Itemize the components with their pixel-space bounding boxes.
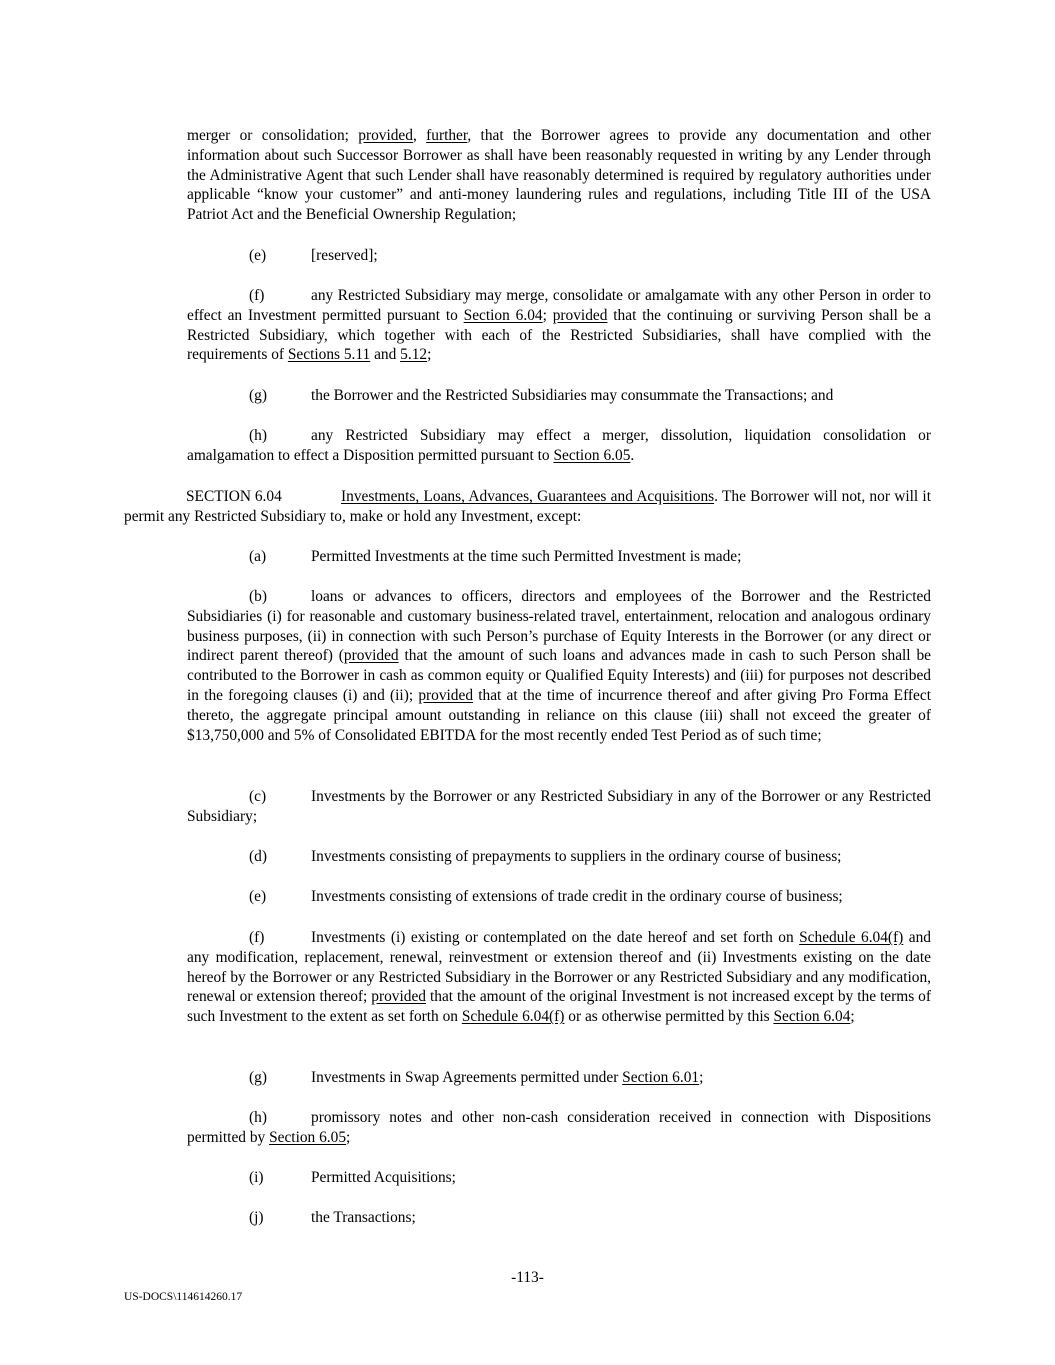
clause-text: ;	[542, 306, 553, 324]
text: , that the Borrower agrees to provide any documentation and other information about such Successor Borrower as shall have been reasonably requested in writing by any Lender through the Administrative Agent that such Lender shall have reasonably determined is required by regulatory authorities under applicable “know your customer” and anti-money laundering rules and regulations, including Title III of the USA Patriot Act and the Beneficial Ownership Regulation;	[187, 127, 931, 224]
page-number: -113-	[511, 1269, 544, 1286]
clause-text: that the amount of the original Investment is not increased except by the terms of such Investment to the extent as set forth on	[187, 988, 931, 1026]
clause-text: any Restricted Subsidiary may merge, consolidate or amalgamate with any other Person in order to effect an Investment permitted pursuant to	[187, 287, 931, 324]
clause-text: and any modification, replacement, renewal, reinvestment or extension thereof and (ii) Investments existing on the date hereof by the Borrower or any Restricted Subsidiary in the Borrower or any Restricted Subsidiary and any modification, renewal or extension thereof;	[187, 929, 931, 1006]
clause-label: (g)	[249, 1069, 267, 1086]
clause-6-03-e	[187, 246, 931, 266]
clause-text: ;	[699, 1069, 704, 1086]
clause-6-04-g	[187, 1068, 931, 1088]
defined-term: further	[426, 127, 468, 144]
clause-text: the Transactions;	[311, 1209, 416, 1226]
section-title: Investments, Loans, Advances, Guarantees and Acquisitions	[341, 488, 715, 505]
clause-text: [reserved];	[311, 247, 378, 264]
clause-label: (g)	[249, 387, 267, 404]
clause-text: ;	[346, 1128, 351, 1146]
clause-text: Investments consisting of extensions of trade credit in the ordinary course of business;	[311, 888, 843, 905]
clause-text: loans or advances to officers, directors and employees of the Borrower and the Restricted Subsidiaries (i) for reasonable and customary business-related travel, entertainment, relocation and analogous ordinary business purposes, (ii) in connection with such Person’s purchase of Equity Interests in the Borrower (or any direct or indirect parent thereof) (	[187, 588, 931, 665]
clause-label: (h)	[249, 427, 267, 444]
section-number: SECTION 6.04	[186, 488, 282, 505]
clause-text: that the amount of such loans and advances made in cash to such Person shall be contributed to the Borrower in cash as common equity or Qualified Equity Interests) and (iii) for purposes not described in the foregoing clauses (i) and (ii);	[187, 647, 931, 704]
clause-label: (a)	[249, 548, 267, 565]
clause-6-03-f	[187, 286, 931, 365]
clause-label: (b)	[249, 588, 267, 605]
defined-term: provided	[552, 306, 608, 324]
cross-reference: 5.12	[400, 346, 428, 364]
cross-reference: Section 6.05	[553, 446, 631, 464]
clause-6-03-h	[187, 426, 931, 466]
cross-reference: Section 6.05	[269, 1128, 347, 1146]
clause-text: ;	[427, 346, 432, 364]
clause-label: (e)	[249, 247, 267, 264]
clause-6-04-e	[187, 887, 931, 907]
cross-reference: Sections 5.11	[287, 346, 371, 364]
clause-text: Permitted Investments at the time such Permitted Investment is made;	[311, 548, 742, 565]
clause-text: Permitted Acquisitions;	[311, 1169, 456, 1186]
clause-text: Investments by the Borrower or any Restricted Subsidiary in any of the Borrower or any Restricted Subsidiary;	[187, 788, 931, 825]
clause-text: ;	[850, 1008, 855, 1026]
clause-text: .	[630, 446, 635, 464]
clause-text: promissory notes and other non-cash consideration received in connection with Dispositions permitted by	[187, 1109, 931, 1146]
clause-label: (f)	[249, 287, 265, 304]
text: merger or consolidation;	[187, 127, 359, 144]
clause-label: (h)	[249, 1109, 267, 1126]
cross-reference: Section 6.04	[463, 306, 543, 324]
clause-6-03-g	[187, 386, 931, 406]
defined-term: provided	[371, 988, 426, 1006]
defined-term: provided	[343, 647, 399, 665]
defined-term: provided	[358, 127, 413, 144]
clause-text: Investments consisting of prepayments to suppliers in the ordinary course of business;	[311, 848, 842, 865]
clause-text: the Borrower and the Restricted Subsidiaries may consummate the Transactions; and	[311, 387, 834, 404]
cross-reference: Section 6.01	[622, 1069, 700, 1086]
clause-label: (f)	[249, 929, 265, 946]
cross-reference: Schedule 6.04(f)	[799, 929, 904, 946]
text: ,	[412, 127, 427, 144]
clause-label: (j)	[249, 1209, 264, 1226]
clause-text: or as otherwise permitted by this	[564, 1008, 774, 1026]
clause-label: (c)	[249, 788, 267, 805]
clause-text: any Restricted Subsidiary may effect a merger, dissolution, liquidation consolidation or amalgamation to effect a Disposition permitted pursuant to	[187, 427, 931, 464]
section-6-04-heading	[124, 487, 931, 527]
clause-text: that the continuing or surviving Person shall be a Restricted Subsidiary, which together with each of the Restricted Subsidiaries, shall have complied with the requirements of	[187, 306, 931, 364]
clause-6-04-c	[187, 787, 931, 827]
clause-label: (i)	[249, 1169, 264, 1186]
defined-term: provided	[418, 686, 474, 704]
cross-reference: Section 6.04	[773, 1008, 851, 1026]
document-id: US-DOCS\114614260.17	[124, 1291, 243, 1303]
cross-reference: Schedule 6.04(f)	[461, 1008, 565, 1026]
clause-text: that at the time of incurrence thereof and after giving Pro Forma Effect thereto, the aggregate principal amount outstanding in reliance on this clause (iii) shall not exceed the greater of $13,750,000 and 5% of Consolidated EBITDA for the most recently ended Test Period as of such time;	[187, 686, 931, 744]
paragraph-continuation	[187, 126, 931, 225]
clause-text: Investments (i) existing or contemplated on the date hereof and set forth on	[311, 929, 800, 946]
clause-6-04-d	[187, 847, 931, 867]
clause-6-04-f	[187, 928, 931, 1027]
clause-text: and	[370, 346, 401, 364]
clause-6-04-b	[187, 587, 931, 745]
clause-text: Investments in Swap Agreements permitted under	[311, 1069, 623, 1086]
section-intro: . The Borrower will not, nor will it permit any Restricted Subsidiary to, make or hold any Investment, except:	[124, 488, 931, 525]
clause-6-04-h	[187, 1108, 931, 1148]
clause-label: (d)	[249, 848, 267, 865]
clause-label: (e)	[249, 888, 267, 905]
clause-6-04-i	[187, 1168, 931, 1188]
clause-6-04-j	[187, 1208, 931, 1228]
clause-6-04-a	[187, 547, 931, 567]
